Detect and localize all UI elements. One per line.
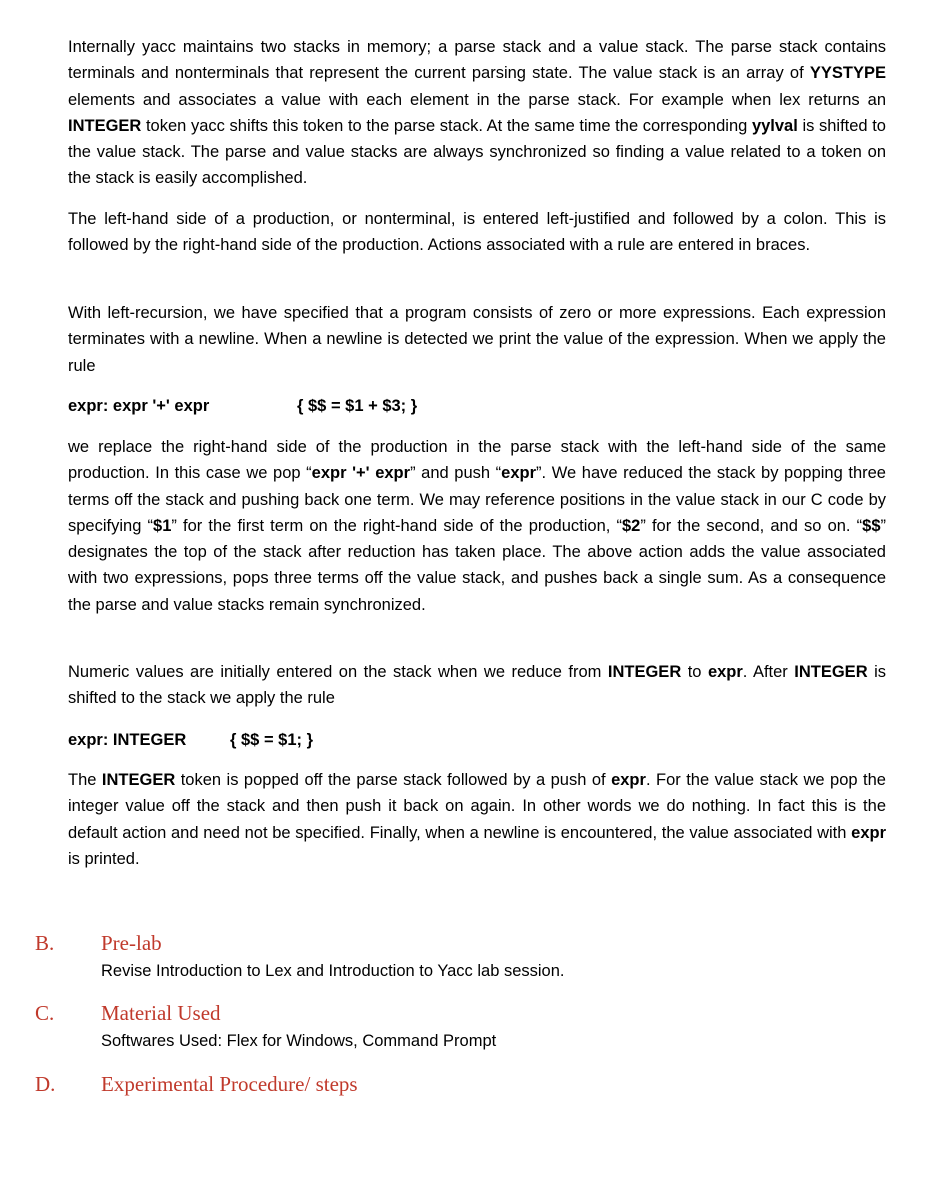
paragraph-numeric-values: Numeric values are initially entered on the stack when we reduce from INTEGER to expr. After INTEGER is shifted to the stack we apply the rule [68, 663, 886, 708]
paragraph-integer-token: The INTEGER token is popped off the parse stack followed by a push of expr. For the value stack we pop the integer value off the stack and then push it back on again. In other words we do nothing. In fact this is the default action and need not be specified. Finally, when a newline is encountered, the value associated with expr is printed. [68, 771, 886, 868]
rule-lhs: expr: INTEGER [68, 731, 187, 749]
section-letter-d: D. [35, 1072, 56, 1096]
code-rule-integer [68, 727, 314, 753]
paragraph-reduction: we replace the right-hand side of the production in the parse stack with the left-hand side of the same production. In this case we pop “expr '+' expr” and push “expr”. We have reduced the stack by popping three terms off the stack and pushing back one term. We may reference positions in the value stack in our C code by specifying “$1” for the first term on the right-hand side of the production, “$2” for the second, and so on. “$$” designates the top of the stack after reduction has taken place. The above action adds the value associated with two expressions, pops three terms off the value stack, and pushes back a single sum. As a consequence the parse and value stacks remain synchronized. [68, 438, 887, 614]
paragraph-yacc-stacks: Internally yacc maintains two stacks in memory; a parse stack and a value stack. The parse stack contains terminals and nonterminals that represent the current parsing state. The value stack is an array of YYSTYPE elements and associates a value with each element in the parse stack. For example when lex returns an INTEGER token yacc shifts this token to the parse stack. At the same time the corresponding yylval is shifted to the value stack. The parse and value stacks are always synchronized so finding a value related to a token on the stack is easily accomplished. [68, 38, 886, 188]
section-body-prelab: Revise Introduction to Lex and Introduction to Yacc lab session. [101, 962, 565, 980]
section-title-material: Material Used [101, 1001, 221, 1025]
section-title-procedure: Experimental Procedure/ steps [101, 1072, 358, 1096]
paragraph-left-recursion: With left-recursion, we have specified that a program consists of zero or more expressions. Each expression terminates with a newline. When a newline is detected we print the value of the expression. When we apply the rule [68, 304, 886, 375]
rule-action: { $$ = $1 + $3; } [297, 397, 418, 415]
section-body-material: Softwares Used: Flex for Windows, Command Prompt [101, 1032, 497, 1050]
code-rule-addition [68, 393, 418, 419]
paragraph-production-syntax: The left-hand side of a production, or nonterminal, is entered left-justified and followed by a colon. This is followed by the right-hand side of the production. Actions associated with a rule are entered in braces. [68, 210, 886, 255]
rule-action: { $$ = $1; } [230, 731, 314, 749]
section-letter-c: C. [35, 1001, 55, 1025]
section-title-prelab: Pre-lab [101, 931, 162, 955]
section-letter-b: B. [35, 931, 55, 955]
rule-lhs: expr: expr '+' expr [68, 397, 210, 415]
